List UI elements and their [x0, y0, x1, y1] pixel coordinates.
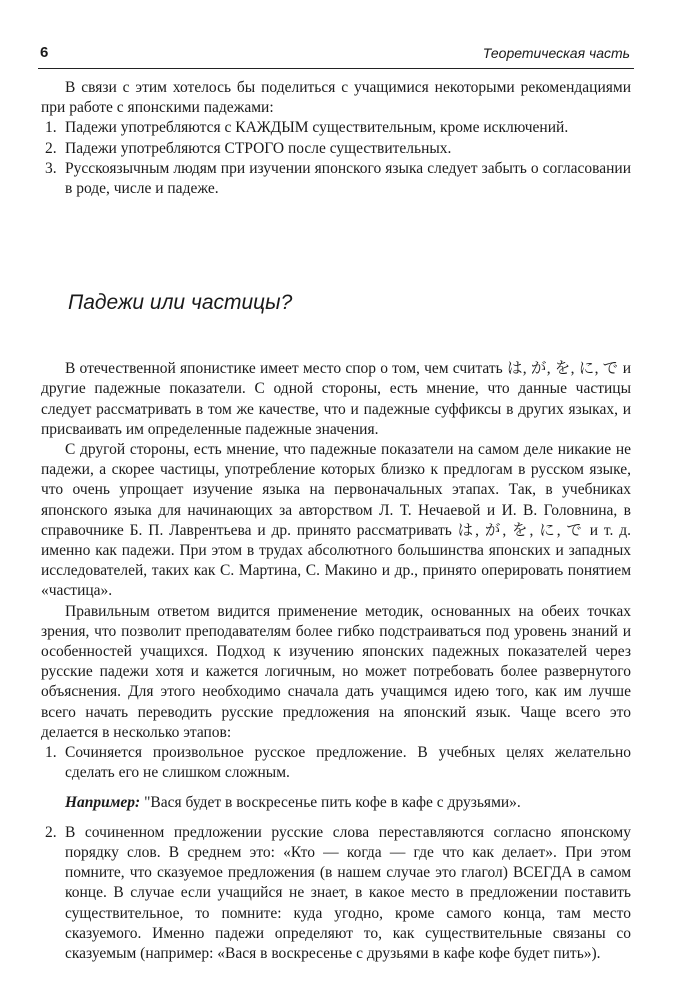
- section-heading: Падежи или частицы?: [68, 291, 293, 315]
- list-item-number: 2.: [45, 823, 57, 841]
- recommendations-list: [41, 118, 631, 199]
- list-item-number: 3.: [45, 159, 57, 177]
- list-item-text: Сочиняется произвольное русское предложение. В учебных целях желательно сделать его не слишком сложным.: [65, 744, 631, 782]
- page-body: [41, 78, 631, 964]
- example-sentence: [41, 793, 631, 813]
- list-item: [41, 118, 631, 138]
- running-title: Теоретическая часть: [482, 45, 630, 61]
- list-item: [41, 159, 631, 199]
- list-item-text: Русскоязычным людям при изучении японского языка следует забыть о согласовании в роде, числе и падеже.: [65, 159, 631, 198]
- body-paragraph: Правильным ответом видится применение методик, основанных на обеих точках зрения, что позволит преподавателям более гибко подстраиваться под уровень знаний и особенностей учащихся. Подход к изучению японских падежных показателей через русские падежи хотя и кажется логичным, но может потребовать более развернутого объяснения. Для этого необходимо сначала дать учащимся идею того, как им лучше всего начать переводить русские предложения на японский язык. Чаще всего это делается в несколько этапов:: [41, 602, 631, 741]
- body-paragraph: С другой стороны, есть мнение, что падежные показатели на самом деле никакие не падежи, а скорее частицы, употребление которых близко к предлогам в русском языке, что очень упрощает изучение языка на первоначальных этапах. Так, в учебниках японского языка для начинающих за авторством Л. Т. Нечаевой и И. В. Головнина, в справочнике Б. П. Лаврентьева и др. принято рассматривать は, が, を, に, で и т. д. именно как падежи. При этом в трудах абсолютного большинства японских и западных исследователей, таких как С. Мартина, С. Макино и др., принято оперировать понятием «частица».: [41, 441, 631, 600]
- list-item-number: 1.: [45, 119, 57, 137]
- list-item-text: В сочиненном предложении русские слова переставляются согласно японскому порядку слов. В среднем это: «Кто — когда — где что как делает». При этом помните, что сказуемое предложения (в нашем случае это глагол) ВСЕГДА в самом конце. В случае если учащийся не знает, в какое место в предложении поставить существительное, то помните: куда угодно, кроме самого конца, там место сказуемого. Именно падежи определяют то, как существительные связаны со сказуемым (например: «Вася в воскресенье с друзьями в кафе кофе будет пить»).: [65, 823, 631, 962]
- list-item: [41, 139, 631, 159]
- list-item-text: Падежи употребляются с КАЖДЫМ существительным, кроме исключений.: [65, 119, 569, 137]
- steps-list: [41, 743, 631, 783]
- list-item: [41, 743, 631, 783]
- page-number: 6: [40, 44, 49, 61]
- example-text: "Вася будет в воскресенье пить кофе в кафе с друзьями».: [140, 794, 521, 812]
- example-label: Например:: [65, 794, 141, 812]
- intro-paragraph: В связи с этим хотелось бы поделиться с учащимися некоторыми рекомендациями при работе с японскими падежами:: [41, 79, 631, 117]
- list-item: [41, 823, 631, 964]
- page-header: [38, 42, 634, 69]
- list-item-number: 2.: [45, 139, 57, 157]
- body-paragraph: В отечественной японистике имеет место спор о том, чем считать は, が, を, に, で и другие падежные показатели. С одной стороны, есть мнение, что данные частицы следует рассматривать в том же качестве, что и падежные суффиксы в других языках, и присваивать им определенные падежные значения.: [41, 360, 631, 438]
- list-item-number: 1.: [45, 744, 57, 762]
- steps-list-continued: [41, 823, 631, 964]
- list-item-text: Падежи употребляются СТРОГО после существительных.: [65, 139, 452, 157]
